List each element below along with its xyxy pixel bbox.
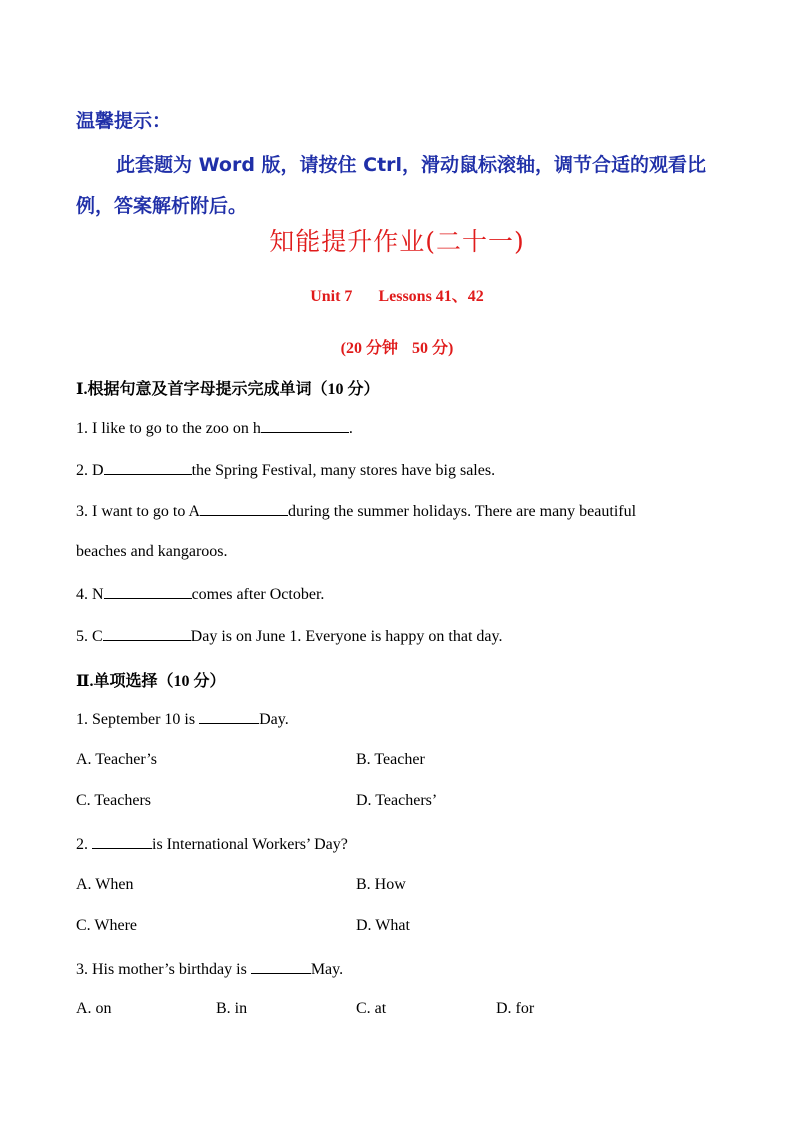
- option-b[interactable]: B. in: [216, 1000, 248, 1017]
- answer-blank[interactable]: [200, 501, 288, 516]
- tip-title: 温馨提示：: [76, 110, 172, 132]
- fill-item: [76, 418, 353, 438]
- answer-blank[interactable]: [251, 959, 311, 974]
- fill-item-text: 1. I like to go to the zoo on h: [76, 420, 261, 437]
- option-d[interactable]: D. for: [496, 1000, 535, 1017]
- answer-blank[interactable]: [261, 418, 349, 433]
- option-c[interactable]: C. Where: [76, 917, 138, 934]
- fill-item-text: the Spring Festival, many stores have big sales.: [191, 462, 496, 479]
- answer-blank[interactable]: [92, 834, 152, 849]
- question-text: is International Workers’ Day?: [152, 836, 348, 853]
- option-c[interactable]: C. at: [356, 1000, 387, 1017]
- question-text: 1. September 10 is: [76, 711, 200, 728]
- mc-question: [76, 834, 348, 854]
- fill-item-text: 2. D: [76, 462, 104, 479]
- option-b[interactable]: B. Teacher: [356, 751, 425, 768]
- fill-item-text: 4. N: [76, 586, 104, 603]
- time-score-line: [0, 335, 794, 358]
- fill-item-text: during the summer holidays. There are many beautiful: [288, 503, 637, 520]
- fill-item-text: 3. I want to go to A: [76, 503, 200, 520]
- fill-item: [76, 584, 324, 604]
- unit-label: Unit 7: [310, 288, 353, 305]
- question-text: Day.: [259, 711, 289, 728]
- answer-blank[interactable]: [103, 626, 191, 641]
- section2-heading: Ⅱ.单项选择（10 分）: [76, 673, 226, 690]
- question-text: 2.: [76, 836, 92, 853]
- fill-item-text: comes after October.: [191, 586, 325, 603]
- option-d[interactable]: D. What: [356, 917, 410, 934]
- fill-item-continuation: beaches and kangaroos.: [76, 543, 228, 560]
- fill-item: [76, 626, 502, 646]
- tip-body: 此套题为 Word 版，请按住 Ctrl，滑动鼠标滚轴，调节合适的观看比例，答案解析附后。: [76, 154, 707, 217]
- score-label: 50 分): [412, 340, 454, 357]
- fill-item: [76, 501, 636, 521]
- mc-question: [76, 959, 343, 979]
- option-d[interactable]: D. Teachers’: [356, 792, 438, 809]
- lessons-label: Lessons 41、42: [378, 288, 484, 305]
- time-label: (20 分钟: [340, 340, 398, 357]
- fill-item-text: .: [348, 420, 353, 437]
- question-text: 3. His mother’s birthday is: [76, 961, 251, 978]
- answer-blank[interactable]: [104, 584, 192, 599]
- page-title: 知能提升作业(二十一): [269, 227, 525, 256]
- fill-item: [76, 460, 495, 480]
- section1-heading: Ⅰ.根据句意及首字母提示完成单词（10 分）: [76, 381, 380, 398]
- fill-item-text: Day is on June 1. Everyone is happy on that day.: [190, 628, 503, 645]
- option-c[interactable]: C. Teachers: [76, 792, 151, 809]
- option-a[interactable]: A. Teacher’s: [76, 751, 157, 768]
- unit-line: [0, 283, 794, 306]
- fill-item-text: 5. C: [76, 628, 103, 645]
- answer-blank[interactable]: [104, 460, 192, 475]
- question-text: May.: [310, 961, 344, 978]
- mc-question: [76, 709, 289, 729]
- answer-blank[interactable]: [199, 709, 259, 724]
- option-a[interactable]: A. When: [76, 876, 134, 893]
- option-b[interactable]: B. How: [356, 876, 406, 893]
- option-a[interactable]: A. on: [76, 1000, 112, 1017]
